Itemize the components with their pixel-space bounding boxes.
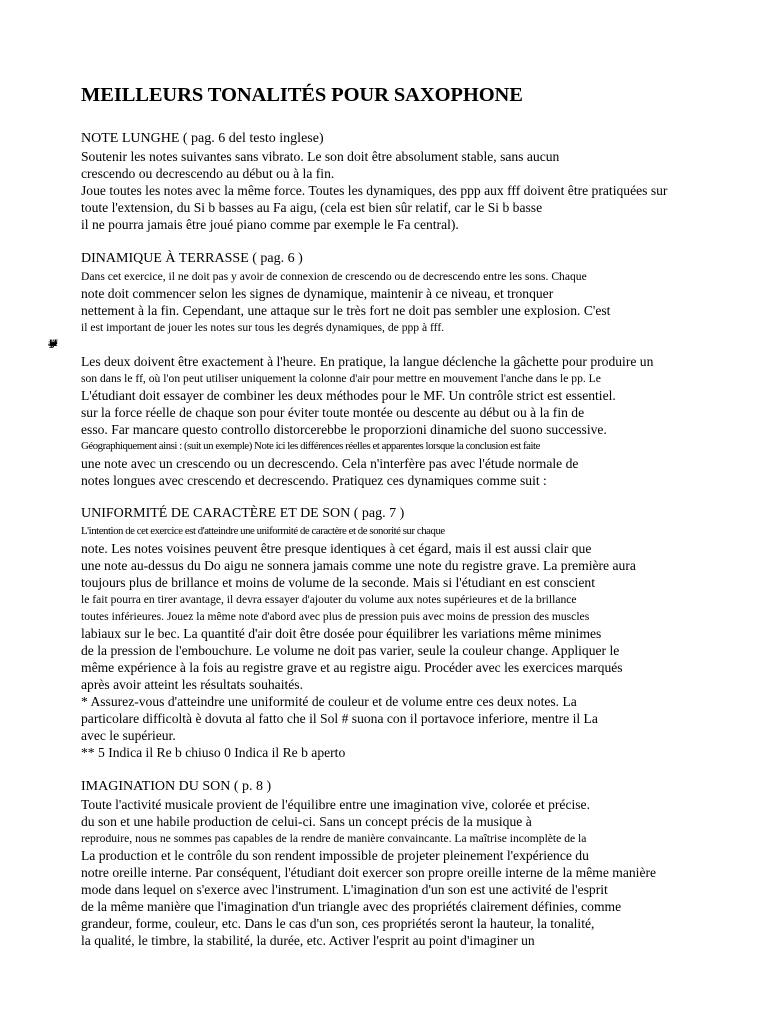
text-line: même expérience à la fois au registre grave et au registre aigu. Procéder avec les exercices marqués: [81, 660, 623, 675]
text-line: son dans le ff, où l'on peut utiliser uniquement la colonne d'air pour mettre en mouvement l'anche dans le pp. Le: [81, 372, 601, 385]
text-line: Joue toutes les notes avec la même force. Toutes les dynamiques, des ppp aux fff doivent être pratiquées sur: [81, 183, 668, 198]
text-line: Soutenir les notes suivantes sans vibrato. Le son doit être absolument stable, sans aucun: [81, 149, 560, 164]
footnote-line: ** 5 Indica il Re b chiuso 0 Indica il Re b aperto: [81, 745, 346, 760]
section-heading-dinamique: DINAMIQUE À TERRASSE ( pag. 6 ): [81, 251, 303, 266]
text-line: la qualité, le timbre, la stabilité, la durée, etc. Activer l'esprit au point d'imaginer un: [81, 933, 535, 948]
section-heading-imagination: IMAGINATION DU SON ( p. 8 ): [81, 779, 272, 794]
text-line: notre oreille interne. Par conséquent, l'étudiant doit exercer son propre oreille interne de la même manière: [81, 865, 657, 880]
text-line: une note au-dessus du Do aigu ne sonnera jamais comme une note du registre grave. La première aura: [81, 558, 636, 573]
text-line: toutes inférieures. Jouez la même note d'abord avec plus de pression puis avec moins de pression des muscles: [81, 610, 590, 623]
section-heading-note-lunghe: NOTE LUNGHE ( pag. 6 del testo inglese): [81, 131, 324, 146]
text-line: après avoir atteint les résultats souhaités.: [81, 677, 303, 692]
text-line: L'étudiant doit essayer de combiner les deux méthodes pour le MF. Un contrôle strict est essentiel.: [81, 388, 616, 403]
text-line: de la pression de l'embouchure. Le volume ne doit pas varier, seule la couleur change. Appliquer le: [81, 643, 620, 658]
text-line: mode dans lequel on s'exerce avec l'instrument. L'imagination d'un son est une activité de l'esprit: [81, 882, 608, 897]
text-line: note. Les notes voisines peuvent être presque identiques à cet égard, mais il est aussi clair que: [81, 541, 592, 556]
text-line: nettement à la fin. Cependant, une attaque sur le très fort ne doit pas sembler une explosion. C'est: [81, 303, 611, 318]
text-line: La production et le contrôle du son rendent impossible de projeter pleinement l'expérience du: [81, 848, 589, 863]
text-line: il ne pourra jamais être joué piano comme par exemple le Fa central).: [81, 217, 459, 232]
text-line: du son et une habile production de celui-ci. Sans un concept précis de la musique à: [81, 814, 532, 829]
text-line: crescendo ou decrescendo au début ou à la fin.: [81, 166, 335, 181]
text-line: une note avec un crescendo ou un decrescendo. Cela n'interfère pas avec l'étude normale de: [81, 456, 579, 471]
text-line: Toute l'activité musicale provient de l'équilibre entre une imagination vive, colorée et précise.: [81, 797, 590, 812]
footnote-line: particolare difficoltà è dovuta al fatto che il Sol # suona con il portavoce inferiore, mentre il La: [81, 711, 598, 726]
section-heading-uniformite: UNIFORMITÉ DE CARACTÈRE ET DE SON ( pag. 7 ): [81, 506, 405, 521]
text-line: toute l'extension, du Si b basses au Fa aigu, (cela est bien sûr relatif, car le Si b basse: [81, 200, 543, 215]
text-line: le fait pourra en tirer avantage, il devra essayer d'ajouter du volume aux notes supérieures et de la brillance: [81, 593, 577, 606]
text-line: Dans cet exercice, il ne doit pas y avoir de connexion de crescendo ou de decrescendo entre les sons. Chaque: [81, 270, 587, 283]
text-line: reproduire, nous ne sommes pas capables de la rendre de manière convaincante. La maîtrise incomplète de la: [81, 832, 587, 845]
text-line: Géographiquement ainsi : (suit un exemple) Note ici les différences réelles et apparentes lorsque la conclusion est faite: [81, 440, 540, 452]
scan-artifact: ajbjdef: [48, 338, 55, 348]
text-line: L'intention de cet exercice est d'atteindre une uniformité de caractère et de sonorité sur chaque: [81, 525, 445, 537]
text-line: il est important de jouer les notes sur tous les degrés dynamiques, de ppp à fff.: [81, 321, 445, 334]
text-line: sur la force réelle de chaque son pour éviter toute montée ou descente au début ou à la fin de: [81, 405, 585, 420]
text-line: toujours plus de brillance et moins de volume de la seconde. Mais si l'étudiant en est conscient: [81, 575, 595, 590]
footnote-line: * Assurez-vous d'atteindre une uniformité de couleur et de volume entre ces deux notes. La: [81, 694, 577, 709]
page-title: MEILLEURS TONALITÉS POUR SAXOPHONE: [81, 84, 523, 106]
text-line: esso. Far mancare questo controllo distorcerebbe le proporzioni dinamiche del suono successive.: [81, 422, 607, 437]
text-line: grandeur, forme, couleur, etc. Dans le cas d'un son, ces propriétés seront la hauteur, la tonalité,: [81, 916, 595, 931]
text-line: notes longues avec crescendo et decrescendo. Pratiquez ces dynamiques comme suit :: [81, 473, 547, 488]
text-line: Les deux doivent être exactement à l'heure. En pratique, la langue déclenche la gâchette pour produire un: [81, 354, 654, 369]
text-line: labiaux sur le bec. La quantité d'air doit être dosée pour équilibrer les variations même minimes: [81, 626, 602, 641]
footnote-line: avec le supérieur.: [81, 728, 176, 743]
text-line: note doit commencer selon les signes de dynamique, maintenir à ce niveau, et tronquer: [81, 286, 554, 301]
text-line: de la même manière que l'imagination d'un triangle avec des propriétés clairement définies, comme: [81, 899, 622, 914]
